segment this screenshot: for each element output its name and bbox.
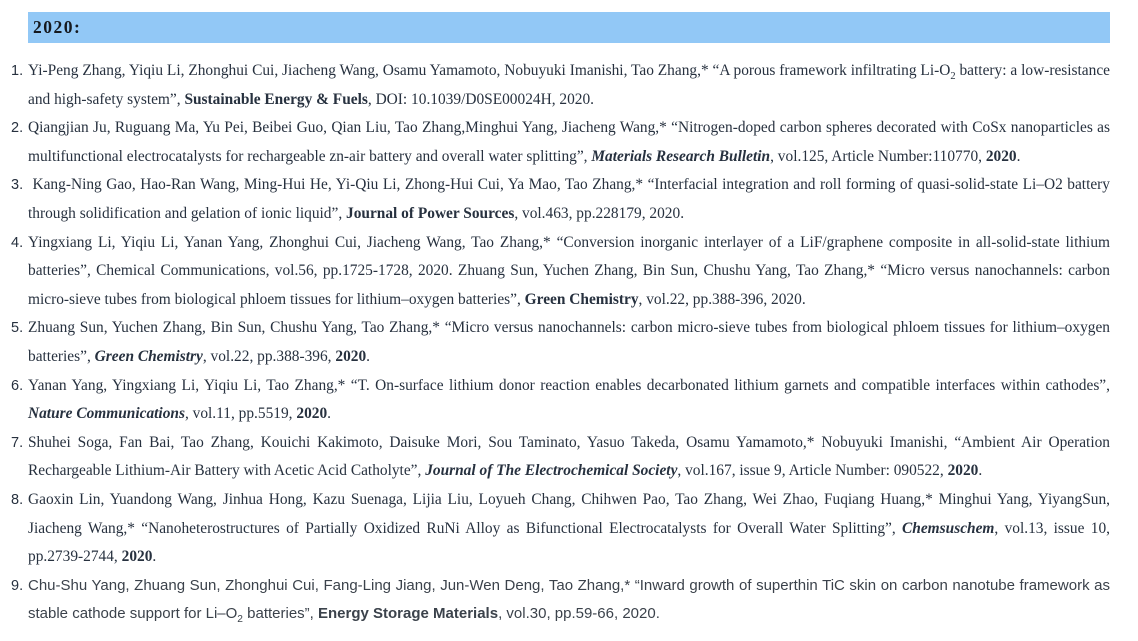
year-header-label: 2020:	[33, 17, 82, 37]
publication-entry	[10, 57, 1110, 114]
publication-entry	[10, 372, 1110, 429]
entry-text: Qiangjian Ju, Ruguang Ma, Yu Pei, Beibei Guo, Qian Liu, Tao Zhang,Minghui Yang, Jiacheng Wang,* “Nitrogen-doped carbon spheres decorated with CoSx nanoparticles as multifunctional electrocatalysts for rechargeable zn-air battery and overall water splitting”, Materials Research Bulletin, vol.125, Article Number:110770, 2020.	[28, 119, 1110, 165]
publication-entry	[10, 171, 1110, 228]
entry-text: Kang-Ning Gao, Hao-Ran Wang, Ming-Hui He, Yi-Qiu Li, Zhong-Hui Cui, Ya Mao, Tao Zhang,* “Interfacial integration and roll forming of quasi-solid-state Li–O2 battery through solidification and gelation of ionic liquid”, Journal of Power Sources, vol.463, pp.228179, 2020.	[28, 176, 1110, 222]
entry-number: 2.	[11, 120, 24, 137]
entry-number: 3.	[11, 177, 24, 194]
publication-entry	[10, 429, 1110, 486]
entry-text: Zhuang Sun, Yuchen Zhang, Bin Sun, Chushu Yang, Tao Zhang,* “Micro versus nanochannels: carbon micro-sieve tubes from biological phloem tissues for lithium–oxygen batteries”, Green Chemistry, vol.22, pp.388-396, 2020.	[28, 319, 1110, 365]
publication-entry	[10, 572, 1110, 629]
entry-text: Chu-Shu Yang, Zhuang Sun, Zhonghui Cui, Fang-Ling Jiang, Jun-Wen Deng, Tao Zhang,* “Inward growth of superthin TiC skin on carbon nanotube framework as stable cathode support for $Li-O_2$ batteries”, Energy Storage Materials, vol.30, pp.59-66, 2020.	[28, 576, 1110, 626]
entry-number: 6.	[11, 377, 24, 394]
entry-number: 9.	[11, 577, 24, 594]
entry-text: Yingxiang Li, Yiqiu Li, Yanan Yang, Zhonghui Cui, Jiacheng Wang, Tao Zhang,* “Conversion inorganic interlayer of a LiF/graphene composite in all-solid-state lithium batteries”, Chemical Communications, vol.56, pp.1725-1728, 2020. Zhuang Sun, Yuchen Zhang, Bin Sun, Chushu Yang, Tao Zhang,* “Micro versus nanochannels: carbon micro-sieve tubes from biological phloem tissues for lithium–oxygen batteries”, Green Chemistry, vol.22, pp.388-396, 2020.	[28, 233, 1110, 308]
entry-number: 7.	[11, 434, 24, 451]
entry-text: Shuhei Soga, Fan Bai, Tao Zhang, Kouichi Kakimoto, Daisuke Mori, Sou Taminato, Yasuo Takeda, Osamu Yamamoto,* Nobuyuki Imanishi, “Ambient Air Operation Rechargeable Lithium-Air Battery with Acetic Acid Catholyte”, Journal of The Electrochemical Society, vol.167, issue 9, Article Number: 090522, 2020.	[28, 433, 1110, 480]
entry-text: Yanan Yang, Yingxiang Li, Yiqiu Li, Tao Zhang,* “T. On-surface lithium donor reaction enables decarbonated lithium garnets and compatible interfaces within cathodes”, Nature Communications, vol.11, pp.5519, 2020.	[28, 376, 1110, 423]
publication-entry	[10, 486, 1110, 572]
entry-number: 1.	[11, 63, 24, 79]
publication-list	[10, 57, 1110, 629]
entry-text: Gaoxin Lin, Yuandong Wang, Jinhua Hong, Kazu Suenaga, Lijia Liu, Loyueh Chang, Chihwen Pao, Tao Zhang, Wei Zhao, Fuqiang Huang,* Minghui Yang, YiyangSun, Jiacheng Wang,* “Nanoheterostructures of Partially Oxidized RuNi Alloy as Bifunctional Electrocatalysts for Overall Water Splitting”, Chemsuschem, vol.13, issue 10, pp.2739-2744, 2020.	[28, 490, 1110, 566]
year-header-bar	[28, 12, 1110, 43]
publication-entry	[10, 229, 1110, 315]
entry-text: Yi-Peng Zhang, Yiqiu Li, Zhonghui Cui, Jiacheng Wang, Osamu Yamamoto, Nobuyuki Imanishi, Tao Zhang,* “A porous framework infiltrating $Li-O_2$ battery: a low-resistance and high-safety system”, Sustainable Energy & Fuels, DOI: 10.1039/D0SE00024H, 2020.	[28, 62, 1110, 108]
publication-entry	[10, 114, 1110, 171]
entry-number: 5.	[11, 320, 24, 337]
entry-number: 8.	[11, 491, 24, 508]
entry-number: 4.	[11, 234, 24, 251]
publication-entry	[10, 314, 1110, 371]
